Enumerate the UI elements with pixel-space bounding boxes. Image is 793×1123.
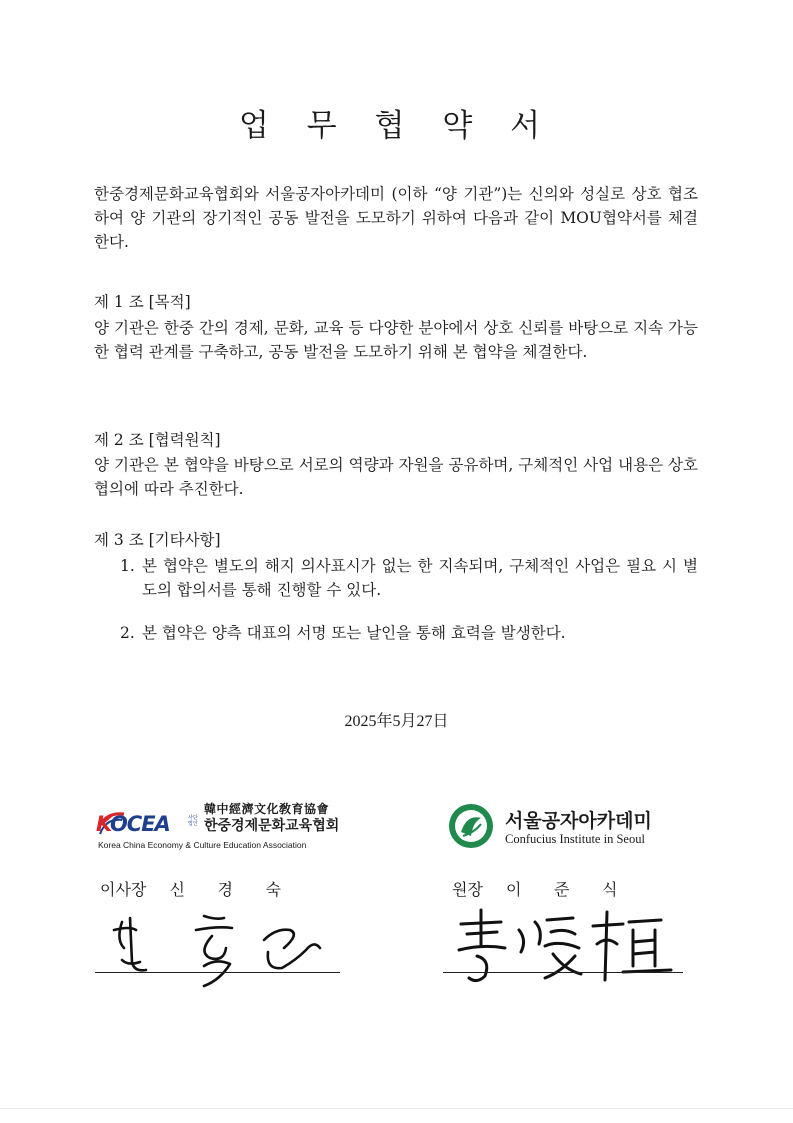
signature-1-handwritten xyxy=(100,900,340,995)
item-text: 본 협약은 별도의 해지 의사표시가 없는 한 지속되며, 구체적인 사업은 필요 시 별도의 합의서를 통해 진행할 수 있다. xyxy=(142,557,698,599)
signatory-name: 신 경 숙 xyxy=(169,880,281,899)
signature-line-2 xyxy=(443,972,683,973)
signatory-2-label xyxy=(452,877,650,900)
intro-paragraph: 한중경제문화교육협회와 서울공자아카데미 (이하 “양 기관”)는 신의와 성실로 상호 협조하여 양 기관의 장기적인 공동 발전을 도모하기 위하여 다음과 같이 MOU협약서를 체결한다. xyxy=(94,185,698,251)
signature-line-1 xyxy=(95,972,340,973)
document-title: 업 무 협 약 서 xyxy=(238,108,555,144)
logo-korean-name: 한중경제문화교육협회 xyxy=(204,818,340,834)
logo-english-name: Confucius Institute in Seoul xyxy=(505,832,645,846)
seoul-confucius-logo xyxy=(447,800,677,855)
item-number: 2. xyxy=(120,624,135,642)
signing-date: 2025年5月27日 xyxy=(344,713,449,730)
item-text: 본 협약은 양측 대표의 서명 또는 날인을 통해 효력을 발생한다. xyxy=(142,624,566,642)
article-3-item-2 xyxy=(120,621,698,645)
article-1-body: 양 기관은 한중 간의 경제, 문화, 교육 등 다양한 분야에서 상호 신뢰를 바탕으로 지속 가능한 협력 관계를 구축하고, 공동 발전을 도모하기 위해 본 협약을 체결한다. xyxy=(94,319,698,361)
signatory-name: 이 준 식 xyxy=(506,880,618,899)
signature-2-handwritten xyxy=(447,900,687,995)
item-number: 1. xyxy=(120,557,135,575)
page-footer-rule xyxy=(0,1108,793,1109)
confucius-emblem-icon xyxy=(447,802,495,850)
logo-tiny-label: 사단법인 xyxy=(188,815,198,827)
kocea-logo xyxy=(96,800,341,855)
article-2-body: 양 기관은 본 협약을 바탕으로 서로의 역량과 자원을 공유하며, 구체적인 사업 내용은 상호 협의에 따라 추진한다. xyxy=(94,456,698,498)
signatory-role: 원장 xyxy=(452,880,483,899)
logo-hanja-name: 韓中經濟文化敎育協會 xyxy=(204,802,330,816)
article-1-heading: 제 1 조 [목적] xyxy=(94,293,191,311)
logo-wordmark: KOCEA xyxy=(96,812,170,836)
signatory-role: 이사장 xyxy=(100,880,147,899)
article-3-heading: 제 3 조 [기타사항] xyxy=(94,531,221,549)
signatory-1-label xyxy=(100,877,313,900)
logo-korean-name: 서울공자아카데미 xyxy=(505,810,652,832)
logo-english-name: Korea China Economy & Culture Education Association xyxy=(98,840,307,850)
article-2-heading: 제 2 조 [협력원칙] xyxy=(94,431,221,449)
article-3-item-1 xyxy=(120,554,698,602)
